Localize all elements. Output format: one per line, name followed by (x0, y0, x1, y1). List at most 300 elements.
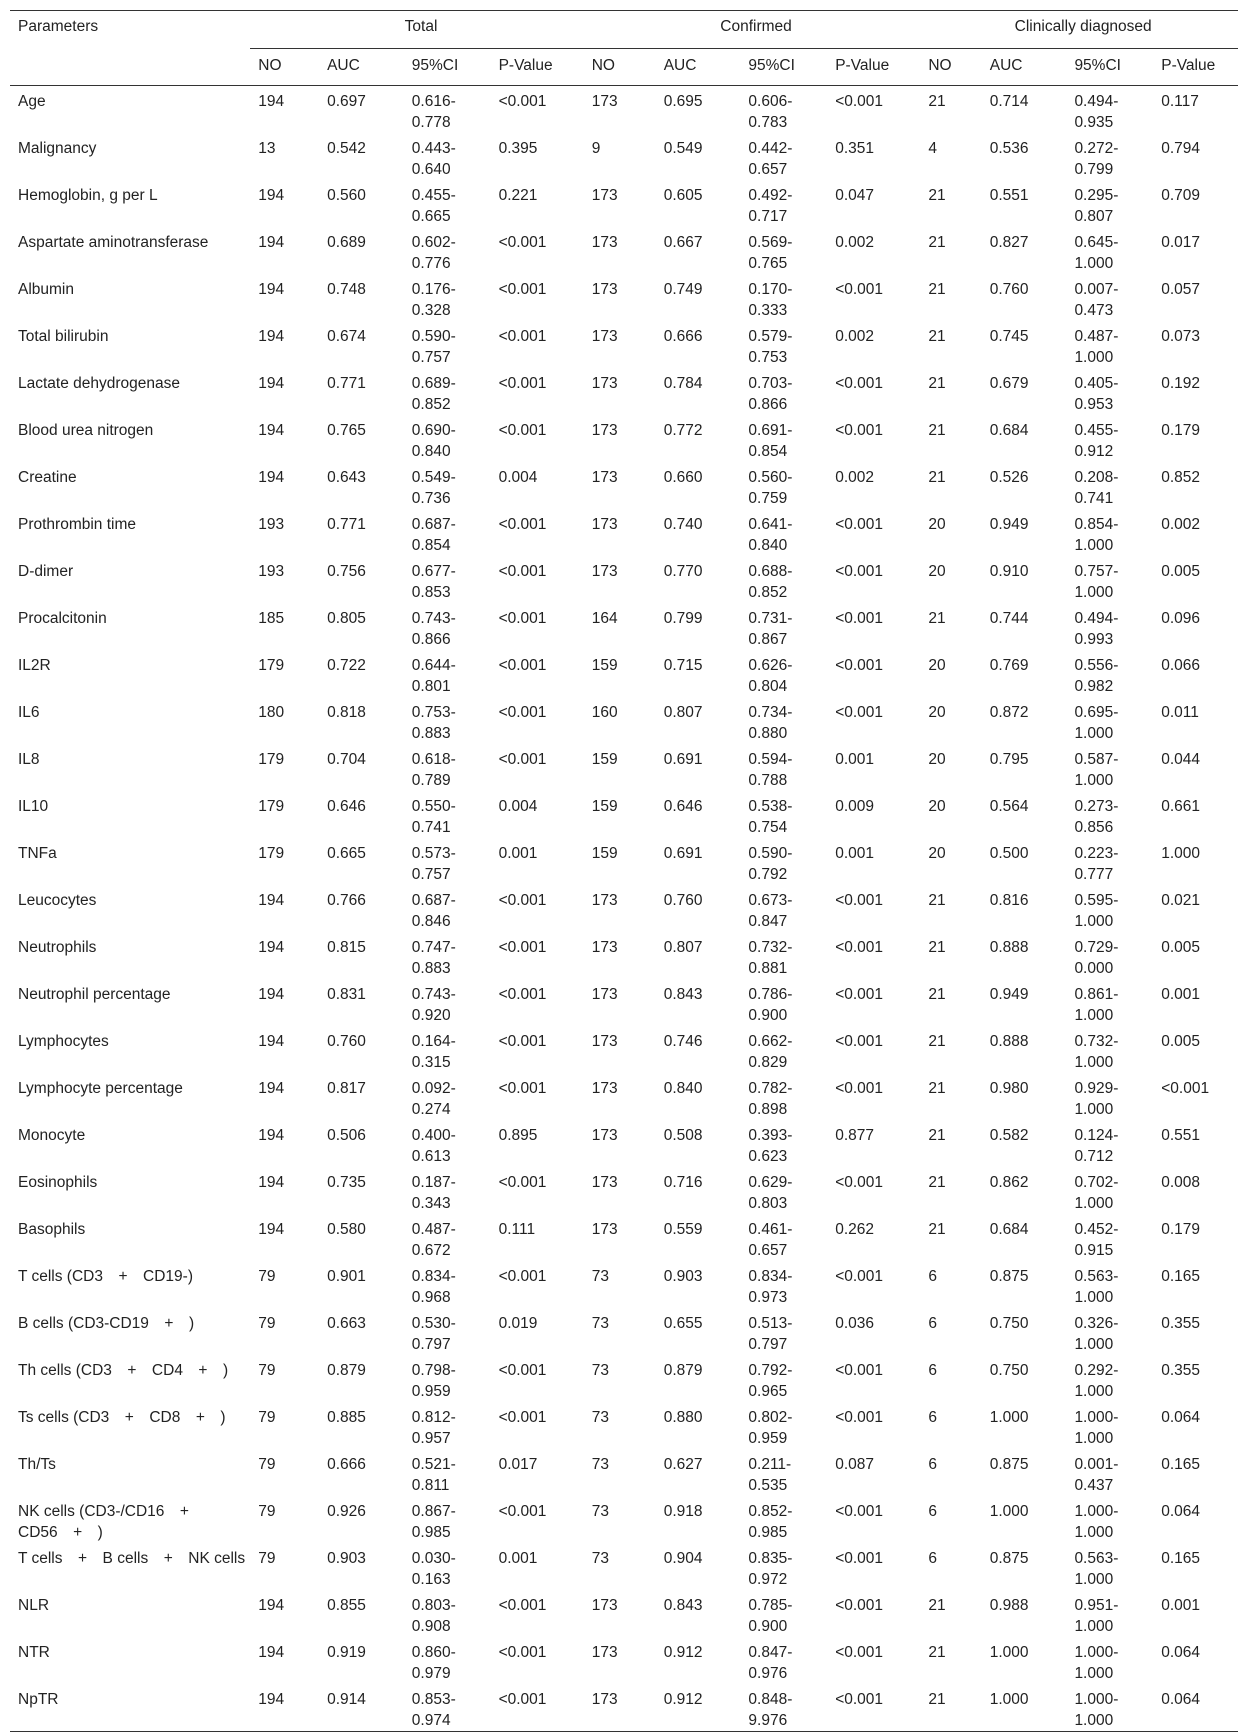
value-cell: <0.001 (835, 1597, 884, 1614)
value-cell: <0.001 (835, 1174, 884, 1191)
value-cell: 79 (258, 1362, 276, 1379)
value-cell: 0.017 (498, 1456, 538, 1473)
header-subcol: 95%CI (404, 49, 491, 86)
value-cell: 0.757-1.000 (1074, 563, 1119, 601)
value-cell: <0.001 (835, 1080, 884, 1097)
value-cell: 194 (258, 939, 285, 956)
value-cell: 173 (591, 469, 618, 486)
value-cell: 0.165 (1161, 1456, 1201, 1473)
value-cell: 194 (258, 1127, 285, 1144)
value-cell: 0.770 (663, 563, 703, 580)
value-cell: 179 (258, 798, 285, 815)
value-cell: 0.835-0.972 (748, 1550, 793, 1588)
value-cell: 0.582 (989, 1127, 1029, 1144)
value-cell: 0.500 (989, 845, 1029, 862)
table-row (10, 1402, 1238, 1449)
value-cell: 0.735 (327, 1174, 366, 1191)
value-cell: 0.292-1.000 (1074, 1362, 1119, 1400)
value-cell: 0.644-0.801 (411, 657, 456, 695)
value-cell: 194 (258, 187, 285, 204)
value-cell: 0.667 (663, 234, 703, 251)
value-cell: 0.689 (327, 234, 366, 251)
value-cell: 0.665 (327, 845, 366, 862)
value-cell: <0.001 (498, 281, 547, 298)
value-cell: 0.594-0.788 (748, 751, 793, 789)
value-cell: 0.538-0.754 (748, 798, 793, 836)
parameter-cell: Lactate dehydrogenase (18, 375, 181, 392)
header-subcol: NO (920, 49, 981, 86)
value-cell: 21 (928, 93, 946, 110)
value-cell: 0.816 (989, 892, 1029, 909)
parameter-cell: Eosinophils (18, 1174, 98, 1191)
value-cell: 180 (258, 704, 285, 721)
value-cell: 0.918 (663, 1503, 703, 1520)
value-cell: 0.879 (663, 1362, 703, 1379)
value-cell: 0.743-0.866 (411, 610, 456, 648)
value-cell: <0.001 (835, 516, 884, 533)
header-parameters: Parameters (18, 18, 99, 35)
table-row (10, 1355, 1238, 1402)
value-cell: 4 (928, 140, 937, 157)
value-cell: 0.709 (1161, 187, 1201, 204)
value-cell: 0.815 (327, 939, 366, 956)
value-cell: 0.549 (663, 140, 703, 157)
value-cell: 0.812-0.957 (411, 1409, 456, 1447)
parameter-cell: Blood urea nitrogen (18, 422, 154, 439)
value-cell: 173 (591, 516, 618, 533)
value-cell: 79 (258, 1268, 276, 1285)
value-cell: <0.001 (835, 1362, 884, 1379)
value-cell: <0.001 (835, 93, 884, 110)
value-cell: 173 (591, 328, 618, 345)
value-cell: 0.880 (663, 1409, 703, 1426)
value-cell: 0.017 (1161, 234, 1201, 251)
parameter-cell: Age (18, 93, 46, 110)
value-cell: 0.792-0.965 (748, 1362, 793, 1400)
value-cell: 0.064 (1161, 1409, 1201, 1426)
header-subcol: P-Value (1153, 49, 1238, 86)
value-cell: 0.002 (835, 234, 874, 251)
value-cell: <0.001 (498, 1033, 547, 1050)
value-cell: 0.393-0.623 (748, 1127, 793, 1165)
value-cell: 194 (258, 1080, 285, 1097)
header-blank-cell (10, 49, 250, 86)
value-cell: 0.949 (989, 986, 1029, 1003)
value-cell: 0.817 (327, 1080, 366, 1097)
value-cell: 0.702-1.000 (1074, 1174, 1119, 1212)
value-cell: 0.760 (327, 1033, 366, 1050)
value-cell: 159 (591, 798, 618, 815)
value-cell: 73 (591, 1456, 609, 1473)
value-cell: 0.714 (989, 93, 1029, 110)
value-cell: 0.852 (1161, 469, 1201, 486)
value-cell: 73 (591, 1268, 609, 1285)
value-cell: 194 (258, 1597, 285, 1614)
value-cell: 0.703-0.866 (748, 375, 793, 413)
value-cell: 0.690-0.840 (411, 422, 456, 460)
parameter-cell: Neutrophil percentage (18, 986, 171, 1003)
value-cell: 0.734-0.880 (748, 704, 793, 742)
value-cell: 0.606-0.783 (748, 93, 793, 131)
value-cell: 0.442-0.657 (748, 140, 793, 178)
value-cell: 0.772 (663, 422, 703, 439)
value-cell: 0.818 (327, 704, 366, 721)
parameter-cell: Albumin (18, 281, 74, 298)
value-cell: <0.001 (498, 1503, 547, 1520)
value-cell: 0.912 (663, 1644, 703, 1661)
value-cell: 173 (591, 1644, 618, 1661)
value-cell: 0.002 (1161, 516, 1201, 533)
value-cell: 0.771 (327, 516, 366, 533)
value-cell: <0.001 (498, 93, 547, 110)
value-cell: <0.001 (498, 939, 547, 956)
value-cell: <0.001 (498, 1691, 547, 1708)
parameter-cell: Procalcitonin (18, 610, 107, 627)
table-row (10, 556, 1238, 603)
value-cell: <0.001 (498, 892, 547, 909)
value-cell: 159 (591, 657, 618, 674)
value-cell: 79 (258, 1409, 276, 1426)
value-cell: 0.008 (1161, 1174, 1201, 1191)
value-cell: 0.036 (835, 1315, 874, 1332)
value-cell: 0.673-0.847 (748, 892, 793, 930)
value-cell: 0.001 (1161, 986, 1201, 1003)
parameter-cell: IL2R (18, 657, 51, 674)
value-cell: 0.802-0.959 (748, 1409, 793, 1447)
value-cell: 0.005 (1161, 563, 1201, 580)
value-cell: <0.001 (498, 563, 547, 580)
table-body (10, 86, 1238, 1732)
value-cell: 21 (928, 939, 946, 956)
table-row (10, 1637, 1238, 1684)
value-cell: 73 (591, 1315, 609, 1332)
value-cell: 0.798-0.959 (411, 1362, 456, 1400)
value-cell: 173 (591, 1597, 618, 1614)
value-cell: 0.805 (327, 610, 366, 627)
parameter-cell: B cells (CD3-CD19 + ) (18, 1315, 195, 1332)
value-cell: 21 (928, 1644, 946, 1661)
value-cell: 0.005 (1161, 939, 1201, 956)
value-cell: 0.769 (989, 657, 1029, 674)
value-cell: 0.455-0.665 (411, 187, 456, 225)
parameter-cell: Leucocytes (18, 892, 97, 909)
value-cell: 0.629-0.803 (748, 1174, 793, 1212)
value-cell: 0.536 (989, 140, 1029, 157)
value-cell: 0.926 (327, 1503, 366, 1520)
value-cell: 194 (258, 892, 285, 909)
value-cell: 0.030-0.163 (411, 1550, 456, 1588)
value-cell: 0.949 (989, 516, 1029, 533)
value-cell: 6 (928, 1362, 937, 1379)
value-cell: 173 (591, 1691, 618, 1708)
table-row (10, 697, 1238, 744)
value-cell: 0.785-0.900 (748, 1597, 793, 1635)
value-cell: 173 (591, 1127, 618, 1144)
value-cell: 0.001 (1161, 1597, 1201, 1614)
value-cell: 0.867-0.985 (411, 1503, 456, 1541)
value-cell: 21 (928, 422, 946, 439)
value-cell: 21 (928, 1127, 946, 1144)
value-cell: 0.745 (989, 328, 1029, 345)
value-cell: 0.530-0.797 (411, 1315, 456, 1353)
value-cell: 0.556-0.982 (1074, 657, 1119, 695)
value-cell: 9 (591, 140, 601, 157)
value-cell: 194 (258, 1691, 285, 1708)
value-cell: <0.001 (498, 1644, 547, 1661)
table-row (10, 1543, 1238, 1590)
value-cell: 0.843 (663, 1597, 703, 1614)
value-cell: 0.951-1.000 (1074, 1597, 1119, 1635)
table-row (10, 1590, 1238, 1637)
value-cell: 0.001 (835, 751, 874, 768)
value-cell: 0.492-0.717 (748, 187, 793, 225)
value-cell: 0.903 (327, 1550, 366, 1567)
value-cell: 173 (591, 234, 618, 251)
value-cell: 1.000 (1161, 845, 1201, 862)
value-cell: 185 (258, 610, 285, 627)
value-cell: 0.861-1.000 (1074, 986, 1119, 1024)
value-cell: 0.747-0.883 (411, 939, 456, 977)
value-cell: 0.988 (989, 1597, 1029, 1614)
value-cell: 0.679 (989, 375, 1029, 392)
value-cell: 21 (928, 469, 946, 486)
value-cell: 6 (928, 1409, 937, 1426)
value-cell: 0.073 (1161, 328, 1201, 345)
value-cell: 0.914 (327, 1691, 366, 1708)
value-cell: 0.001-0.437 (1074, 1456, 1119, 1494)
value-cell: 0.549-0.736 (411, 469, 456, 507)
value-cell: 0.784 (663, 375, 703, 392)
value-cell: 21 (928, 1597, 946, 1614)
value-cell: 0.176-0.328 (411, 281, 456, 319)
value-cell: 0.001 (498, 1550, 538, 1567)
value-cell: 0.732-1.000 (1074, 1033, 1119, 1071)
parameter-cell: NTR (18, 1644, 50, 1661)
value-cell: 159 (591, 845, 618, 862)
value-cell: 0.001 (498, 845, 538, 862)
header-subcol: P-Value (491, 49, 584, 86)
value-cell: 20 (928, 845, 946, 862)
parameter-cell: Ts cells (CD3 + CD8 + ) (18, 1409, 226, 1426)
table-row (10, 1167, 1238, 1214)
parameter-cell: Total bilirubin (18, 328, 109, 345)
value-cell: 0.295-0.807 (1074, 187, 1119, 225)
value-cell: 6 (928, 1456, 937, 1473)
parameter-cell: Th cells (CD3 + CD4 + ) (18, 1362, 229, 1379)
value-cell: 0.765 (327, 422, 366, 439)
value-cell: <0.001 (835, 939, 884, 956)
value-cell: 0.044 (1161, 751, 1201, 768)
value-cell: 21 (928, 1174, 946, 1191)
value-cell: 0.590-0.792 (748, 845, 793, 883)
value-cell: 0.551 (1161, 1127, 1201, 1144)
value-cell: 0.834-0.973 (748, 1268, 793, 1306)
value-cell: 0.731-0.867 (748, 610, 793, 648)
value-cell: 0.862 (989, 1174, 1029, 1191)
value-cell: 173 (591, 1174, 618, 1191)
value-cell: 1.000-1.000 (1074, 1503, 1119, 1541)
value-cell: 1.000-1.000 (1074, 1644, 1119, 1682)
value-cell: 0.661 (1161, 798, 1201, 815)
value-cell: 0.803-0.908 (411, 1597, 456, 1635)
value-cell: 0.494-0.935 (1074, 93, 1119, 131)
value-cell: 0.400-0.613 (411, 1127, 456, 1165)
value-cell: 179 (258, 657, 285, 674)
value-cell: 0.716 (663, 1174, 703, 1191)
header-subcol: NO (584, 49, 656, 86)
header-subcol: NO (250, 49, 319, 86)
value-cell: 0.208-0.741 (1074, 469, 1119, 507)
value-cell: 0.443-0.640 (411, 140, 456, 178)
value-cell: 79 (258, 1456, 276, 1473)
value-cell: 0.753-0.883 (411, 704, 456, 742)
value-cell: 21 (928, 281, 946, 298)
table-row (10, 1684, 1238, 1732)
table-row (10, 838, 1238, 885)
value-cell: 0.007-0.473 (1074, 281, 1119, 319)
value-cell: 0.521-0.811 (411, 1456, 456, 1494)
value-cell: 0.272-0.799 (1074, 140, 1119, 178)
value-cell: <0.001 (835, 704, 884, 721)
value-cell: 0.677-0.853 (411, 563, 456, 601)
value-cell: 173 (591, 187, 618, 204)
value-cell: 0.192 (1161, 375, 1201, 392)
value-cell: 173 (591, 93, 618, 110)
value-cell: 79 (258, 1315, 276, 1332)
value-cell: 0.795 (989, 751, 1029, 768)
value-cell: 0.912 (663, 1691, 703, 1708)
value-cell: 173 (591, 939, 618, 956)
value-cell: 0.005 (1161, 1033, 1201, 1050)
value-cell: <0.001 (835, 1503, 884, 1520)
table-row (10, 932, 1238, 979)
value-cell: 0.888 (989, 939, 1029, 956)
value-cell: 0.170-0.333 (748, 281, 793, 319)
value-cell: 0.704 (327, 751, 366, 768)
value-cell: 21 (928, 1691, 946, 1708)
value-cell: 21 (928, 375, 946, 392)
value-cell: 193 (258, 563, 285, 580)
value-cell: 194 (258, 1033, 285, 1050)
table-row (10, 744, 1238, 791)
value-cell: 0.732-0.881 (748, 939, 793, 977)
value-cell: 173 (591, 422, 618, 439)
value-cell: 173 (591, 1080, 618, 1097)
value-cell: 21 (928, 892, 946, 909)
value-cell: 0.855 (327, 1597, 366, 1614)
value-cell: 0.262 (835, 1221, 874, 1238)
value-cell: 0.854-1.000 (1074, 516, 1119, 554)
value-cell: 0.580 (327, 1221, 366, 1238)
value-cell: 0.919 (327, 1644, 366, 1661)
value-cell: 0.273-0.856 (1074, 798, 1119, 836)
value-cell: 73 (591, 1409, 609, 1426)
value-cell: 0.929-1.000 (1074, 1080, 1119, 1118)
value-cell: 0.663 (327, 1315, 366, 1332)
value-cell: 0.092-0.274 (411, 1080, 456, 1118)
value-cell: 0.875 (989, 1550, 1029, 1567)
parameter-cell: Neutrophils (18, 939, 97, 956)
value-cell: 0.616-0.778 (411, 93, 456, 131)
value-cell: 20 (928, 798, 946, 815)
value-cell: 0.872 (989, 704, 1029, 721)
value-cell: 0.641-0.840 (748, 516, 793, 554)
value-cell: 0.165 (1161, 1268, 1201, 1285)
parameter-cell: Aspartate aminotransferase (18, 234, 209, 251)
value-cell: 20 (928, 704, 946, 721)
value-cell: 0.750 (989, 1362, 1029, 1379)
value-cell: 0.729-0.000 (1074, 939, 1119, 977)
value-cell: 0.461-0.657 (748, 1221, 793, 1259)
value-cell: 0.691-0.854 (748, 422, 793, 460)
value-cell: 0.004 (498, 469, 538, 486)
value-cell: 0.494-0.993 (1074, 610, 1119, 648)
value-cell: 0.646 (663, 798, 703, 815)
table-row (10, 1120, 1238, 1167)
value-cell: 0.551 (989, 187, 1029, 204)
value-cell: 0.187-0.343 (411, 1174, 456, 1212)
value-cell: 0.487-1.000 (1074, 328, 1119, 366)
value-cell: 6 (928, 1550, 937, 1567)
value-cell: 0.807 (663, 939, 703, 956)
value-cell: 0.895 (498, 1127, 538, 1144)
value-cell: 0.326-1.000 (1074, 1315, 1119, 1353)
value-cell: 194 (258, 234, 285, 251)
value-cell: 0.602-0.776 (411, 234, 456, 272)
value-cell: 159 (591, 751, 618, 768)
value-cell: 21 (928, 1221, 946, 1238)
value-cell: 0.691 (663, 751, 703, 768)
value-cell: 6 (928, 1503, 937, 1520)
value-cell: 0.011 (1161, 704, 1199, 721)
value-cell: 0.047 (835, 187, 874, 204)
value-cell: 0.722 (327, 657, 366, 674)
value-cell: 13 (258, 140, 276, 157)
value-cell: 0.860-0.979 (411, 1644, 456, 1682)
value-cell: 0.645-1.000 (1074, 234, 1119, 272)
value-cell: 173 (591, 563, 618, 580)
value-cell: 194 (258, 422, 285, 439)
value-cell: 194 (258, 1644, 285, 1661)
value-cell: 21 (928, 1033, 946, 1050)
parameter-cell: NLR (18, 1597, 50, 1614)
header-group-clinically-diagnosed: Clinically diagnosed (920, 11, 1238, 49)
value-cell: 1.000-1.000 (1074, 1409, 1119, 1447)
value-cell: 0.627 (663, 1456, 703, 1473)
value-cell: 6 (928, 1315, 937, 1332)
value-cell: 0.910 (989, 563, 1029, 580)
value-cell: 0.848-9.976 (748, 1691, 793, 1729)
value-cell: <0.001 (498, 1268, 547, 1285)
value-cell: 0.019 (498, 1315, 538, 1332)
value-cell: 0.643 (327, 469, 366, 486)
value-cell: 1.000 (989, 1503, 1029, 1520)
header-row-subcolumns (10, 49, 1238, 86)
value-cell: 0.799 (663, 610, 703, 627)
value-cell: 0.655 (663, 1315, 703, 1332)
value-cell: 0.002 (835, 469, 874, 486)
parameter-cell: NK cells (CD3-/CD16 + CD56 + ) (18, 1503, 205, 1541)
value-cell: 0.542 (327, 140, 366, 157)
table-row (10, 791, 1238, 838)
table-row (10, 509, 1238, 556)
table-row (10, 274, 1238, 321)
value-cell: <0.001 (498, 1362, 547, 1379)
parameter-cell: TNFa (18, 845, 57, 862)
table-row (10, 979, 1238, 1026)
value-cell: 0.569-0.765 (748, 234, 793, 272)
value-cell: 0.064 (1161, 1691, 1201, 1708)
